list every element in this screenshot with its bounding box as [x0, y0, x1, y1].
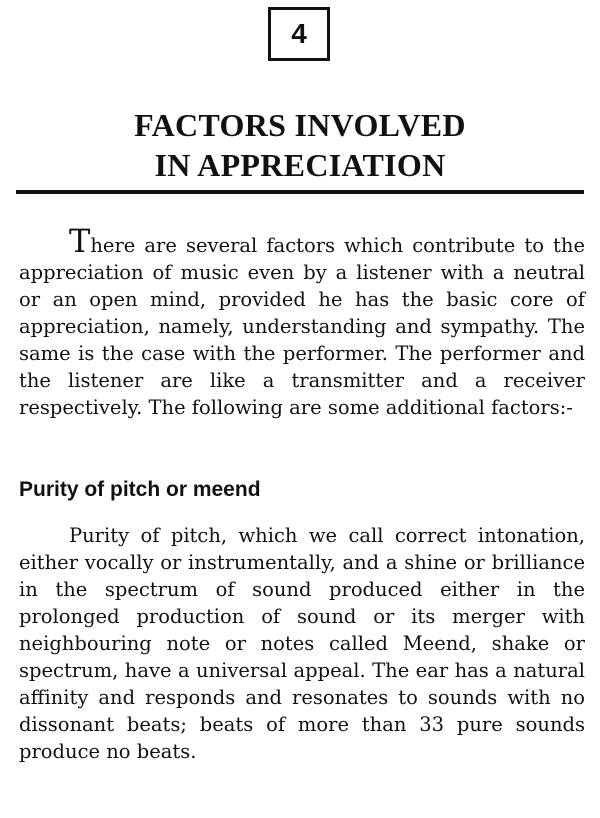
section-paragraph — [19, 522, 585, 765]
chapter-number-box — [268, 7, 330, 61]
section-paragraph-text: Purity of pitch, which we call correct intonation, either vocally or instrumentally, and a shine or brilliance in the spectrum of sound produced either in the prolonged production of sound or its merger with neighbouring note or notes called Meend, shake or spectrum, have a universal appeal. The ear has a natural affinity and responds and resonates to sounds with no dissonant beats; beats of more than 33 pure sounds produce no beats. — [19, 524, 585, 763]
section-heading: Purity of pitch or meend — [19, 478, 261, 501]
chapter-title-line-2: IN APPRECIATION — [154, 147, 446, 183]
drop-cap-indent — [19, 222, 91, 260]
drop-cap: T — [69, 222, 91, 260]
intro-text: here are several factors which contribute to the appreciation of music even by a listener with a neutral or an open mind, provided he has the basic core of appreciation, namely, understanding and sympathy. The same is the case with the performer. The performer and the listener are like a transmitter and a receiver respectively. The following are some additional factors:- — [19, 234, 585, 419]
chapter-title-line-1: FACTORS INVOLVED — [134, 107, 466, 143]
paragraph-indent — [19, 524, 69, 547]
intro-paragraph — [19, 222, 585, 421]
chapter-title — [0, 105, 600, 185]
chapter-number: 4 — [291, 18, 307, 49]
title-divider — [16, 190, 584, 194]
